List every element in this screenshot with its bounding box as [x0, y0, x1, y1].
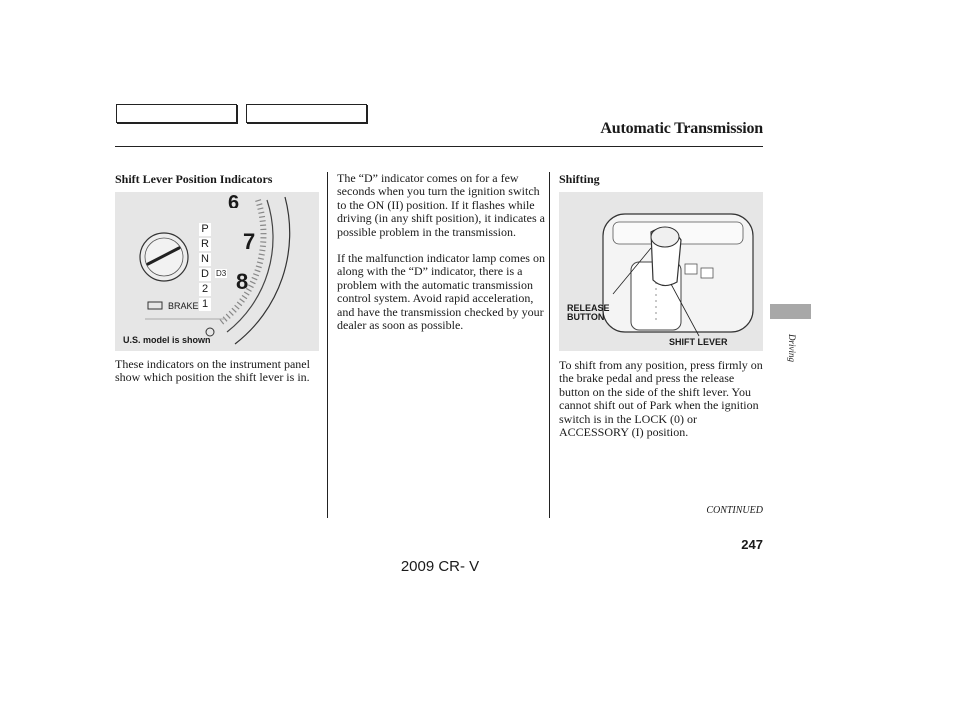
shift-lever-figure: [559, 192, 763, 351]
shifting-heading: Shifting: [559, 172, 600, 186]
d-indicator-paragraph: The “D” indicator comes on for a few seconds when you turn the ignition switch to the ON (II) position. If it flashes while driving (in any shift position), it indicates a possible problem in the transmission.: [337, 171, 545, 239]
indicator-r: R: [199, 238, 211, 251]
indicator-n: N: [199, 253, 211, 266]
side-tab-label: Driving: [787, 334, 797, 362]
page-title: Automatic Transmission: [600, 120, 763, 137]
column-divider-2: [549, 172, 550, 518]
page-number: 247: [741, 537, 763, 552]
shift-indicator-body: [115, 358, 319, 385]
section-side-tab[interactable]: [770, 304, 811, 319]
indicator-d3: D3: [216, 269, 227, 278]
figure-caption: U.S. model is shown: [123, 335, 211, 345]
shifting-body: [559, 359, 763, 439]
shift-lever-label: SHIFT LEVER: [669, 337, 728, 347]
release-button-label-1: RELEASE: [567, 303, 610, 313]
nav-box-left[interactable]: [116, 104, 237, 123]
indicator-2: 2: [199, 283, 211, 296]
brake-label: BRAKE: [168, 301, 199, 311]
gauge-number-6: 6: [228, 194, 240, 208]
shift-indicator-heading: Shift Lever Position Indicators: [115, 172, 273, 186]
indicator-d: D: [199, 268, 211, 281]
malfunction-paragraph: If the malfunction indicator lamp comes on along with the “D” indicator, there is a problem with the automatic transmission control system. Avoid rapid acceleration, and have the transmission checked by your dealer as soon as possible.: [337, 251, 545, 333]
title-rule: [115, 146, 763, 147]
shift-indicator-paragraph: These indicators on the instrument panel show which position the shift lever is in.: [115, 357, 310, 385]
gauge-number-7: 7: [243, 229, 256, 254]
shift-lever-illustration: [559, 192, 763, 351]
shifting-paragraph: To shift from any position, press firmly on the brake pedal and press the release button on the side of the shift lever. You cannot shift out of Park when the ignition switch is in the LOCK (0) or ACCESSORY (I) position.: [559, 358, 763, 440]
model-label: 2009 CR- V: [400, 558, 480, 575]
continued-label: CONTINUED: [706, 505, 763, 516]
nav-box-right[interactable]: [246, 104, 367, 123]
indicator-1: 1: [199, 298, 211, 311]
indicator-p: P: [199, 223, 211, 236]
release-button-label-2: BUTTON: [567, 312, 605, 322]
column-divider-1: [327, 172, 328, 518]
gauge-number-8: 8: [236, 269, 249, 294]
indicator-description: [337, 172, 545, 332]
instrument-panel-figure: [115, 192, 319, 351]
